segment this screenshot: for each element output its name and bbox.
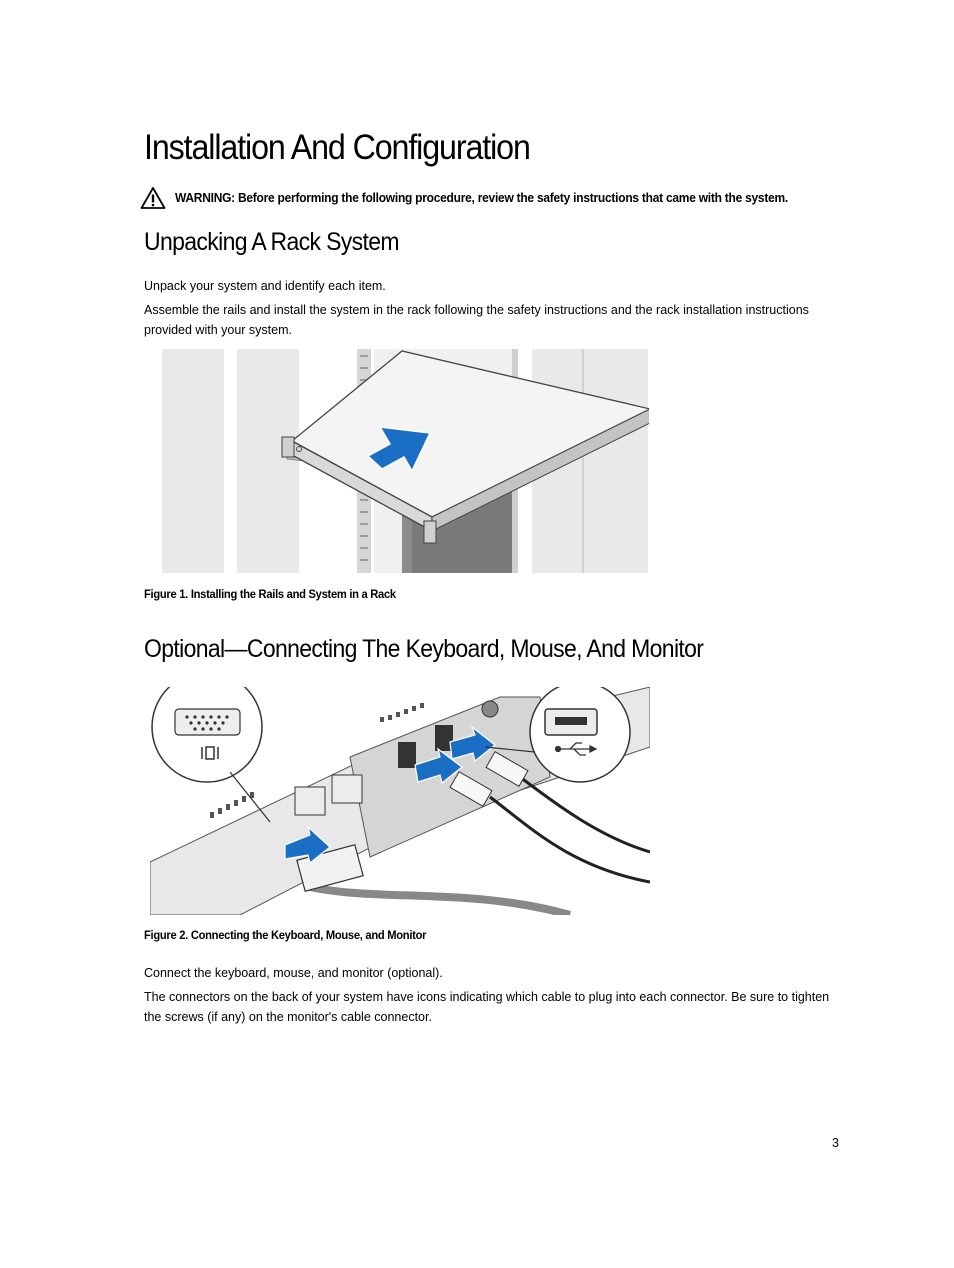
warning-text: WARNING: Before performing the following procedure, review the safety instructions that came with the system. — [175, 191, 788, 205]
keyboard-mouse-monitor-figure — [150, 687, 650, 915]
section-heading-unpacking: Unpacking A Rack System — [144, 228, 399, 256]
section-heading-connecting: Optional—Connecting The Keyboard, Mouse, And Monitor — [144, 635, 704, 663]
page-title: Installation And Configuration — [144, 128, 530, 167]
page-number: 3 — [832, 1136, 839, 1150]
rack-installation-figure — [162, 349, 649, 574]
assemble-paragraph: Assemble the rails and install the system in the rack following the safety instructions and the rack installation instructions provided with your system. — [144, 303, 809, 337]
figure1-caption: Figure 1. Installing the Rails and System in a Rack — [144, 587, 396, 601]
figure2-caption: Figure 2. Connecting the Keyboard, Mouse, and Monitor — [144, 928, 427, 942]
warning-notice — [140, 186, 820, 210]
connectors-paragraph: The connectors on the back of your system have icons indicating which cable to plug into each connector. Be sure to tighten the screws (if any) on the monitor's cable connector. — [144, 990, 830, 1024]
connect-paragraph: Connect the keyboard, mouse, and monitor (optional). — [144, 966, 443, 980]
warning-triangle-icon — [140, 186, 166, 210]
unpack-paragraph: Unpack your system and identify each item. — [144, 279, 386, 293]
